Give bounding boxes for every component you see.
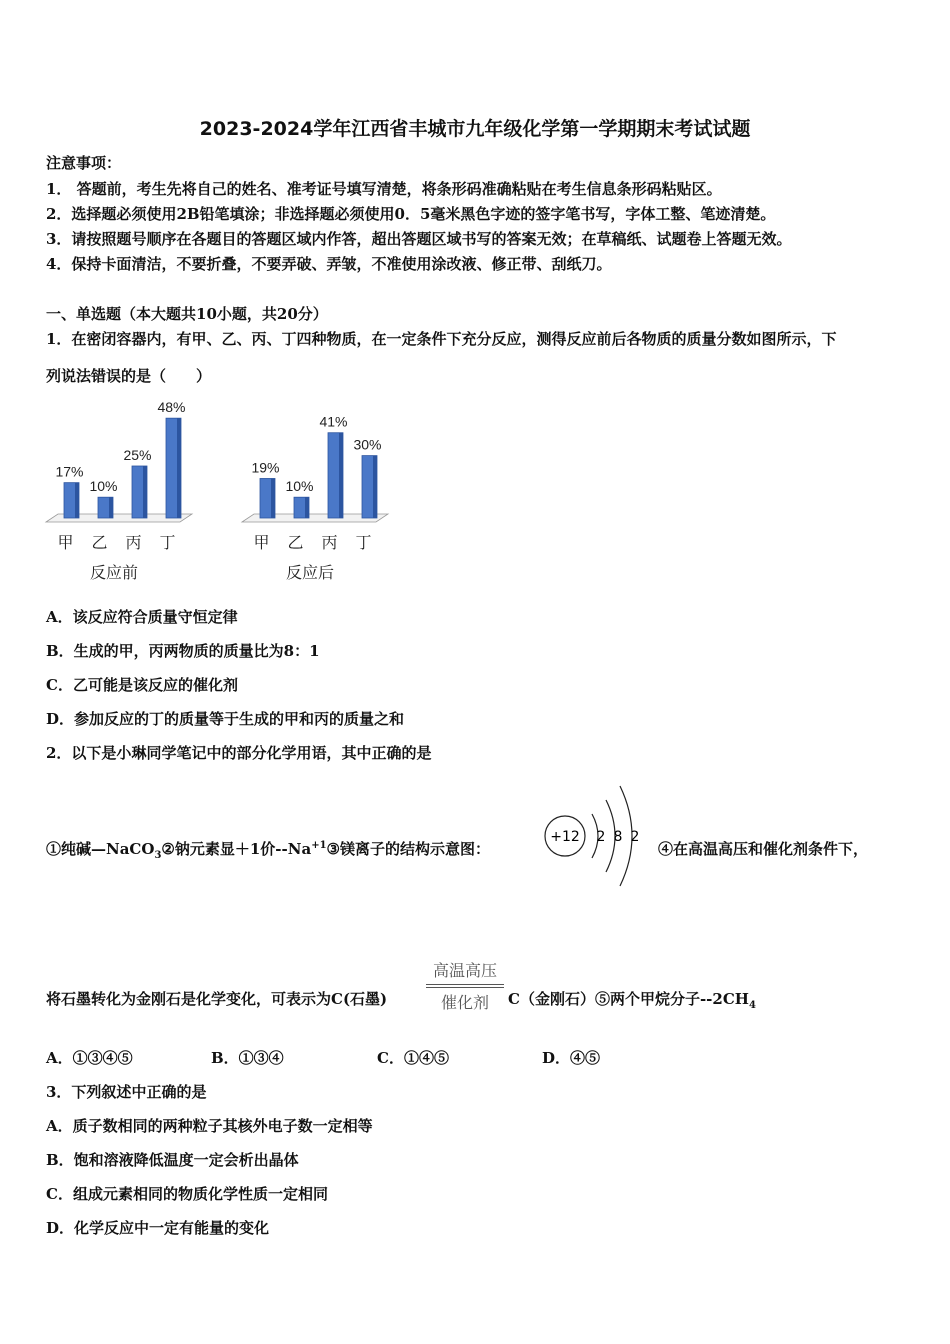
q2-part-c: ③镁离子的结构示意图： bbox=[326, 840, 490, 858]
chart-category-label: 丁 bbox=[355, 535, 372, 552]
q3-stem: 3．下列叙述中正确的是 bbox=[46, 1083, 207, 1101]
notice-item-4: 4．保持卡面清洁，不要折叠，不要弄破、弄皱，不准使用涂改液、修正带、刮纸刀。 bbox=[46, 255, 612, 273]
q2-line2-suffix bbox=[508, 988, 756, 1011]
q2-items-line1 bbox=[46, 838, 490, 861]
chart-bar-side bbox=[75, 483, 79, 518]
chart-value-label: 19% bbox=[251, 459, 280, 476]
notice-item-2: 2．选择题必须使用2B铅笔填涂；非选择题必须使用0．5毫米黑色字迹的签字笔书写，字体工整、笔迹清楚。 bbox=[46, 205, 776, 223]
section-heading: 一、单选题（本大题共10小题，共20分） bbox=[46, 305, 328, 323]
chart-value-label: 30% bbox=[353, 436, 382, 453]
chart-title: 反应前 bbox=[89, 565, 139, 582]
notice-heading: 注意事项： bbox=[46, 154, 122, 172]
chart-bar-side bbox=[109, 497, 113, 518]
q2-part-a: ①纯碱—NaCO bbox=[46, 840, 155, 858]
chart-value-label: 10% bbox=[89, 478, 118, 495]
q1-option-d: D．参加反应的丁的质量等于生成的甲和丙的质量之和 bbox=[46, 710, 405, 728]
q1-option-a: A．该反应符合质量守恒定律 bbox=[46, 608, 238, 626]
chart-after-svg bbox=[236, 392, 396, 592]
page-title: 2023-2024学年江西省丰城市九年级化学第一学期期末考试试题 bbox=[199, 118, 751, 140]
q2-line2-prefix: 将石墨转化为金刚石是化学变化，可表示为C(石墨) bbox=[46, 990, 388, 1008]
chart-bar-side bbox=[339, 433, 343, 518]
notice-item-3: 3．请按照题号顺序在各题目的答题区域内作答，超出答题区域书写的答案无效；在草稿纸、试题卷上答题无效。 bbox=[46, 230, 792, 248]
chart-category-label: 丁 bbox=[159, 535, 176, 552]
chart-bar-side bbox=[373, 456, 377, 518]
q3-option-d: D．化学反应中一定有能量的变化 bbox=[46, 1219, 270, 1237]
chart-bar-side bbox=[143, 466, 147, 518]
chart-category-label: 丙 bbox=[321, 535, 338, 552]
chart-value-label: 10% bbox=[285, 478, 314, 495]
chart-category-label: 甲 bbox=[57, 535, 74, 552]
q1-option-b: B．生成的甲，丙两物质的质量比为8：1 bbox=[46, 642, 320, 660]
shell-electron-count: 2 bbox=[596, 829, 606, 845]
q1-stem-line1: 1．在密闭容器内，有甲、乙、丙、丁四种物质，在一定条件下充分反应，测得反应前后各物质的质量分数如图所示，下 bbox=[46, 330, 837, 348]
reaction-condition bbox=[426, 958, 504, 1013]
chart-bar-side bbox=[271, 478, 275, 518]
q3-option-c: C．组成元素相同的物质化学性质一定相同 bbox=[46, 1185, 328, 1203]
chart-bar-side bbox=[177, 418, 181, 518]
chart-category-label: 乙 bbox=[287, 535, 304, 552]
chart-bar-side bbox=[305, 497, 309, 518]
chart-value-label: 48% bbox=[157, 399, 186, 416]
chart-before bbox=[40, 392, 200, 596]
q2-part-a-sub: 3 bbox=[154, 850, 162, 861]
q2-option-d: D．④⑤ bbox=[542, 1049, 601, 1067]
q2-option-c: C．①④⑤ bbox=[377, 1049, 449, 1067]
chart-category-label: 乙 bbox=[91, 535, 108, 552]
condition-top: 高温高压 bbox=[432, 961, 497, 980]
q2-part-b: ②钠元素显＋1价--Na bbox=[161, 840, 312, 858]
q3-option-a: A．质子数相同的两种粒子其核外电子数一定相等 bbox=[46, 1117, 373, 1135]
condition-bottom: 催化剂 bbox=[440, 993, 489, 1012]
q1-stem-line2: 列说法错误的是（ ） bbox=[46, 367, 212, 385]
q2-option-a: A．①③④⑤ bbox=[46, 1049, 133, 1067]
q2-line2-suffix-sub: 4 bbox=[748, 1000, 756, 1011]
q2-part-b-sup: +1 bbox=[311, 840, 327, 851]
chart-value-label: 17% bbox=[55, 463, 84, 480]
chart-title: 反应后 bbox=[285, 565, 335, 582]
shell-electron-count: 2 bbox=[630, 829, 640, 845]
q2-part-d: ④在高温高压和催化剂条件下， bbox=[658, 840, 869, 858]
nucleus-charge: +12 bbox=[550, 829, 580, 845]
chart-value-label: 41% bbox=[319, 413, 348, 430]
q2-stem: 2．以下是小琳同学笔记中的部分化学用语，其中正确的是 bbox=[46, 744, 432, 762]
q3-option-b: B．饱和溶液降低温度一定会析出晶体 bbox=[46, 1151, 299, 1169]
q2-line2-suffix-text: C（金刚石）⑤两个甲烷分子--2CH bbox=[508, 990, 749, 1008]
q1-option-c: C．乙可能是该反应的催化剂 bbox=[46, 676, 238, 694]
chart-category-label: 甲 bbox=[253, 535, 270, 552]
notice-item-1: 1． 答题前，考生先将自己的姓名、准考证号填写清楚，将条形码准确粘贴在考生信息条形码粘贴区。 bbox=[46, 180, 722, 198]
magnesium-ion-diagram bbox=[540, 780, 650, 896]
q2-option-b: B．①③④ bbox=[211, 1049, 284, 1067]
chart-before-svg bbox=[40, 392, 200, 592]
chart-category-label: 丙 bbox=[125, 535, 142, 552]
chart-value-label: 25% bbox=[123, 447, 152, 463]
chart-after bbox=[236, 392, 396, 596]
shell-electron-count: 8 bbox=[613, 829, 623, 845]
